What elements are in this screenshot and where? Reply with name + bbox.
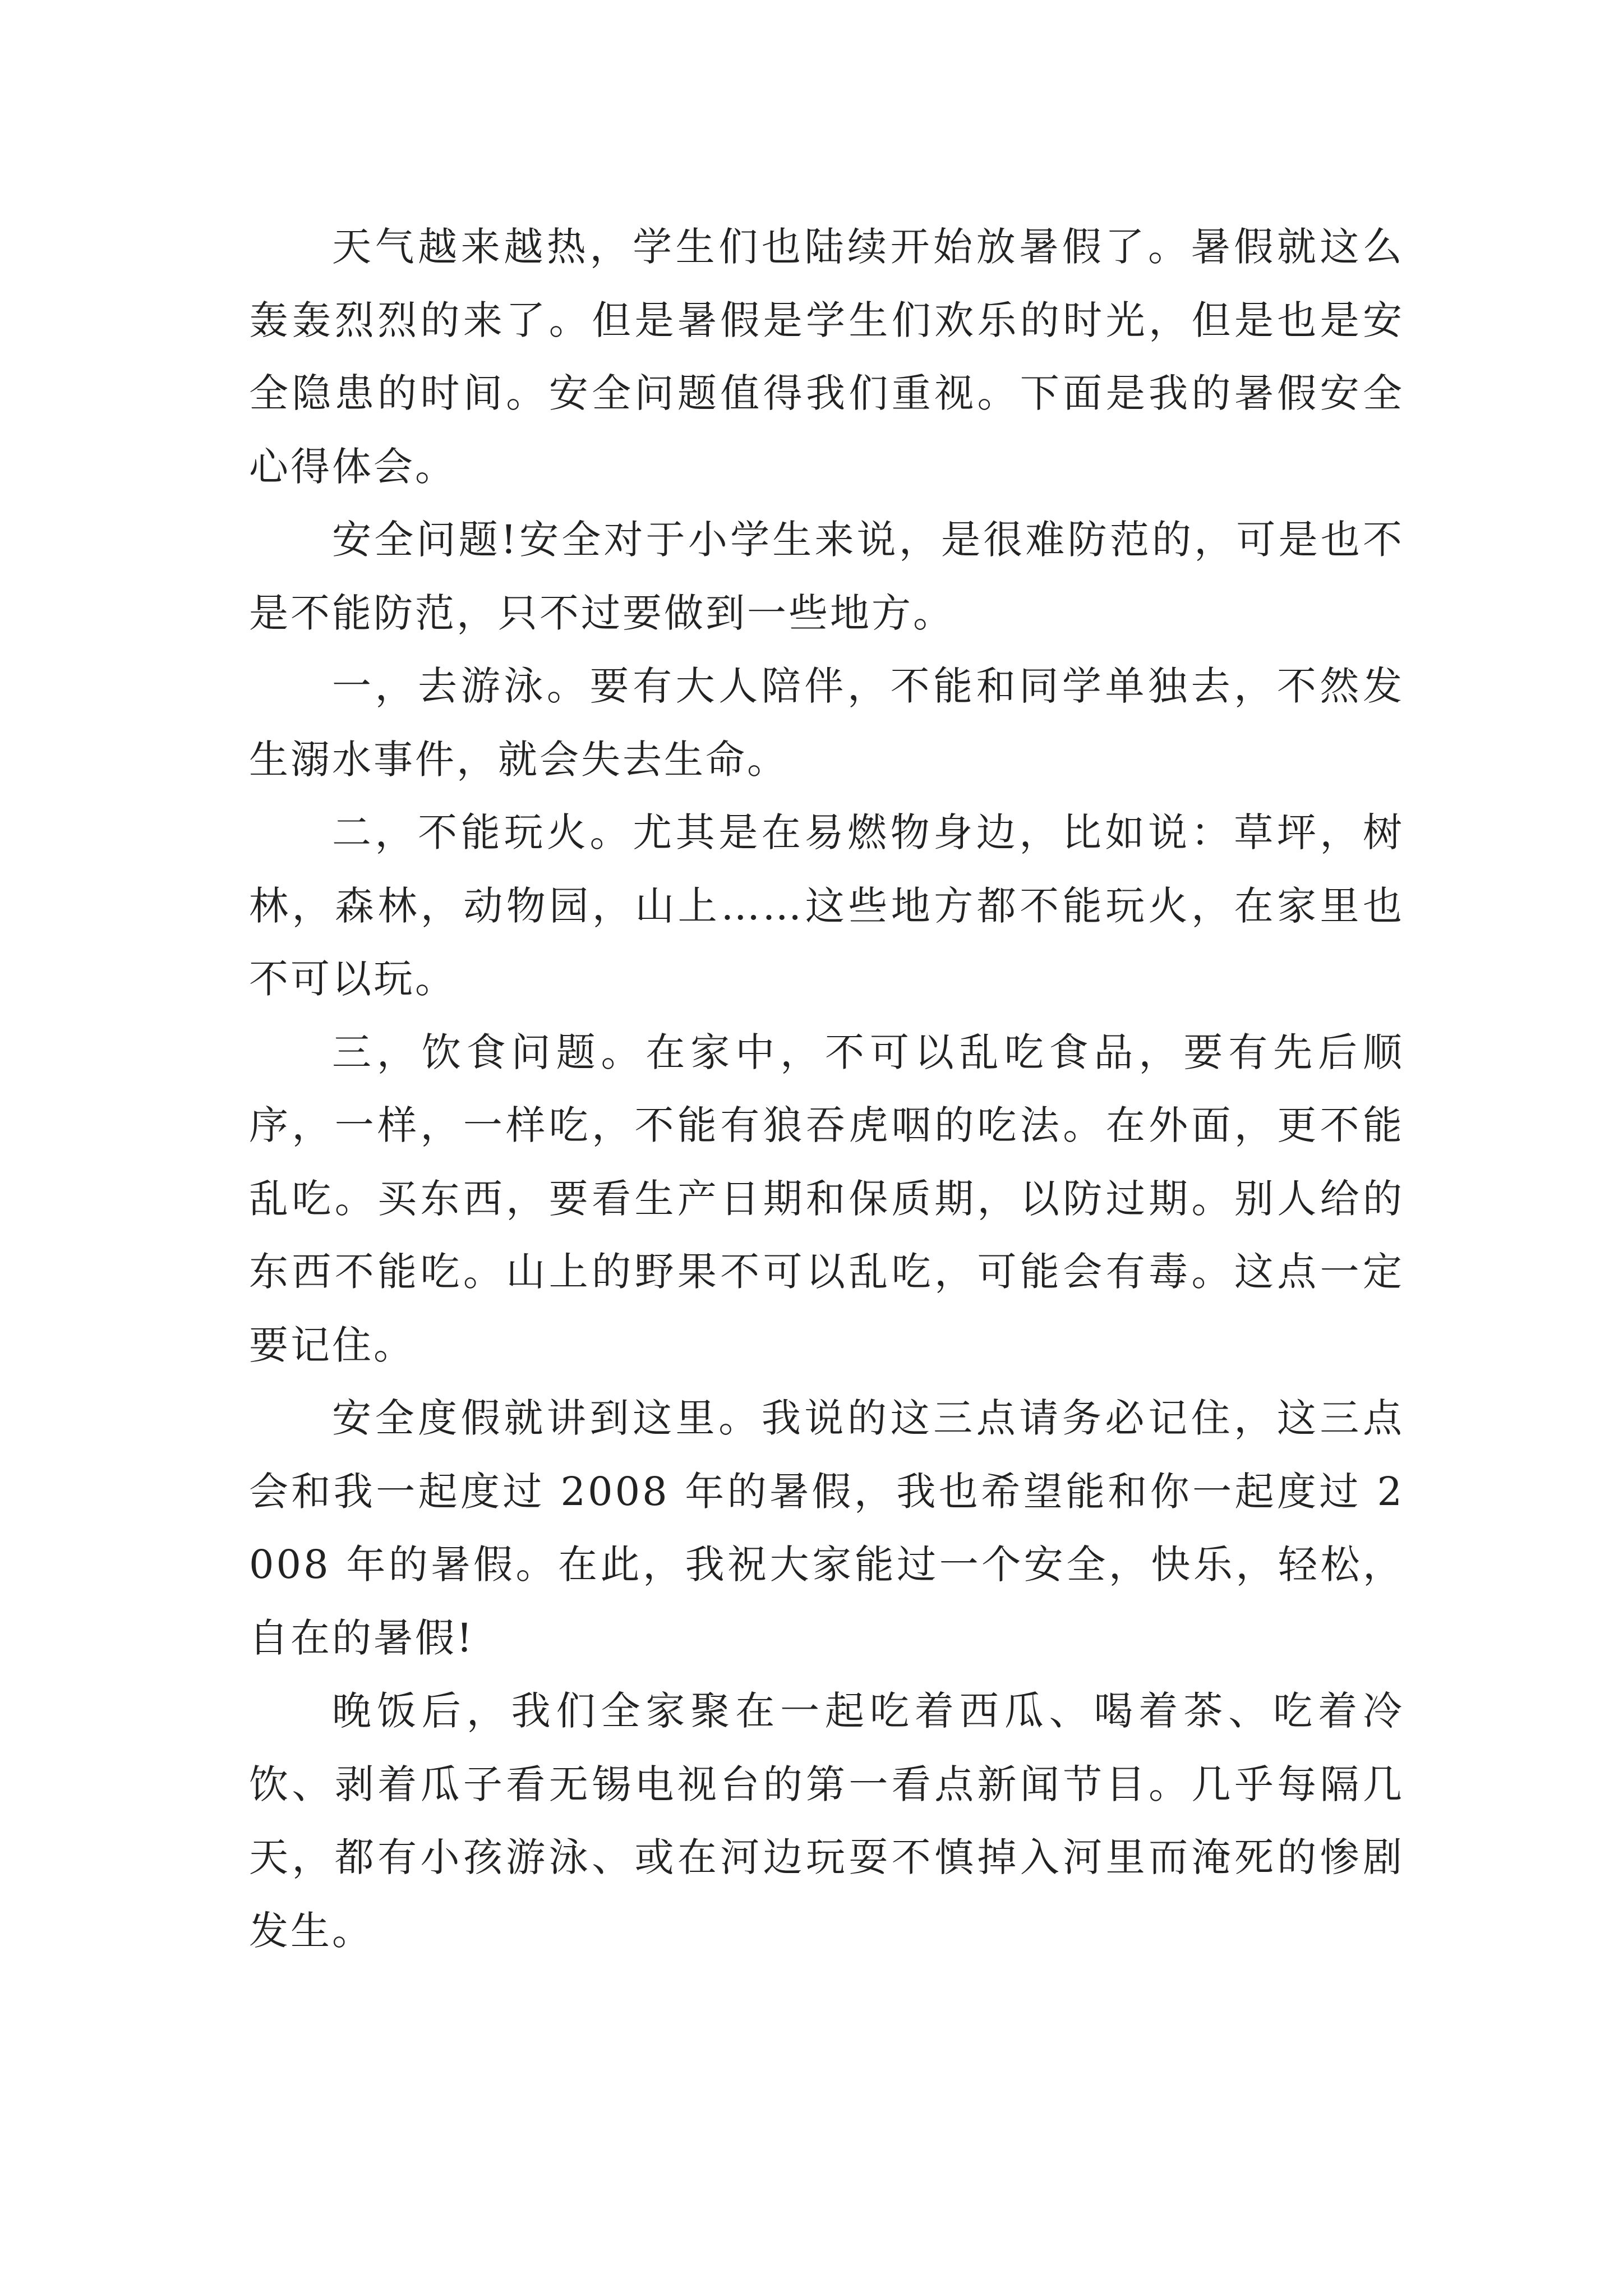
paragraph-safety-issue: 安全问题!安全对于小学生来说，是很难防范的，可是也不是不能防范，只不过要做到一些地方。	[249, 517, 1404, 636]
paragraph-conclusion: 安全度假就讲到这里。我说的这三点请务必记住，这三点会和我一起度过 2008 年的暑假，我也希望能和你一起度过 2008 年的暑假。在此，我祝大家能过一个安全，快乐，轻松，自在的暑假!	[249, 1395, 1404, 1661]
paragraph-fire: 二，不能玩火。尤其是在易燃物身边，比如说：草坪，树林，森林，动物园，山上……这些地方都不能玩火，在家里也不可以玩。	[249, 809, 1404, 1002]
paragraph-intro: 天气越来越热，学生们也陆续开始放暑假了。暑假就这么轰轰烈烈的来了。但是暑假是学生们欢乐的时光，但是也是安全隐患的时间。安全问题值得我们重视。下面是我的暑假安全心得体会。	[249, 224, 1404, 490]
paragraph-evening: 晚饭后，我们全家聚在一起吃着西瓜、喝着茶、吃着冷饮、剥着瓜子看无锡电视台的第一看点新闻节目。几乎每隔几天，都有小孩游泳、或在河边玩耍不慎掉入河里而淹死的惨剧发生。	[249, 1688, 1404, 1954]
paragraph-swimming: 一，去游泳。要有大人陪伴，不能和同学单独去，不然发生溺水事件，就会失去生命。	[249, 663, 1404, 783]
document-body	[249, 210, 1404, 1967]
paragraph-food: 三，饮食问题。在家中，不可以乱吃食品，要有先后顺序，一样，一样吃，不能有狼吞虎咽的吃法。在外面，更不能乱吃。买东西，要看生产日期和保质期，以防过期。别人给的东西不能吃。山上的野果不可以乱吃，可能会有毒。这点一定要记住。	[249, 1029, 1404, 1368]
